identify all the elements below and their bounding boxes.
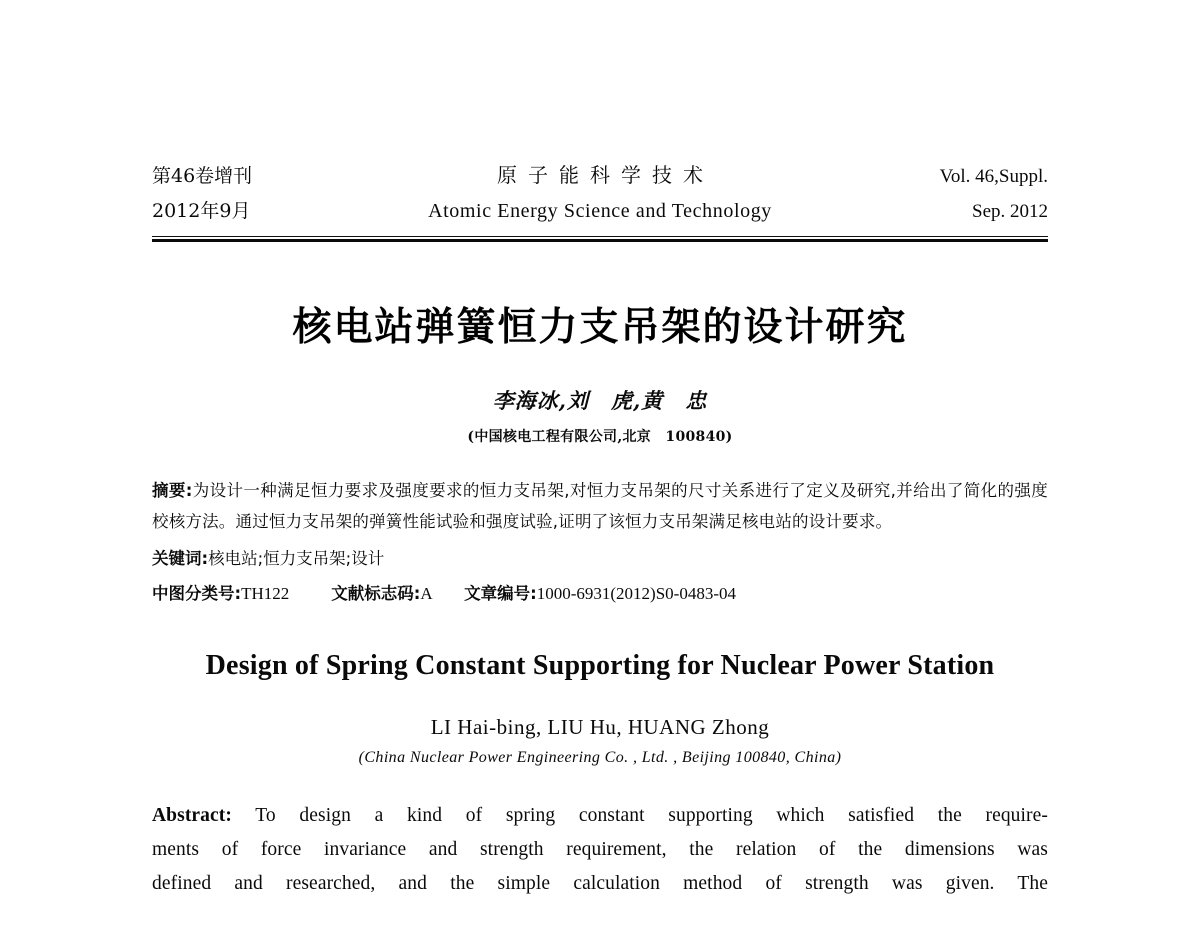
abstract-label-en: Abstract: <box>152 805 232 827</box>
issue-date-cn: 2012年9月 <box>152 200 251 222</box>
abstract-line-en <box>152 867 1048 901</box>
abstract-block-cn <box>152 475 1048 537</box>
abstract-line-en-text: defined and researched, and the simple calculation method of strength was given. The <box>152 873 1048 895</box>
abstract-label-cn: 摘要: <box>152 480 193 500</box>
running-head-row-bottom <box>152 194 1048 230</box>
article-number-label: 文章编号: <box>464 583 537 603</box>
affiliation-en: (China Nuclear Power Engineering Co. , Ltd. , Beijing 100840, China) <box>358 749 842 767</box>
journal-title-cn: 原子能科学技术 <box>497 163 714 187</box>
header-rule-thin <box>152 236 1048 237</box>
author-list-en: LI Hai-bing, LIU Hu, HUANG Zhong <box>430 715 770 740</box>
classification-line <box>152 578 1048 609</box>
article-number-value: 1000-6931(2012)S0-0483-04 <box>536 583 736 603</box>
page-content-column <box>152 0 1048 901</box>
volume-issue-cn: 第46卷增刊 <box>152 165 253 187</box>
clc-label: 中图分类号: <box>152 583 242 603</box>
abstract-paragraph-cn <box>152 475 1048 537</box>
article-title-en: Design of Spring Constant Supporting for Nuclear Power Station <box>205 649 995 681</box>
keywords-label-cn: 关键词: <box>152 548 209 568</box>
abstract-block-en <box>152 799 1048 901</box>
running-head <box>152 158 1048 230</box>
abstract-line-en <box>152 833 1048 867</box>
issue-date-en: Sep. 2012 <box>972 201 1048 222</box>
author-list-cn: 李海冰,刘 虎,黄 忠 <box>492 387 708 413</box>
abstract-line-en-text: ments of force invariance and strength requirement, the relation of the dimensions was <box>152 839 1048 861</box>
header-rule-thick <box>152 239 1048 242</box>
keywords-block-cn <box>152 543 1048 574</box>
clc-value: TH122 <box>241 583 290 603</box>
running-head-row-top <box>152 158 1048 194</box>
volume-issue-en: Vol. 46,Suppl. <box>939 166 1048 187</box>
affiliation-cn: (中国核电工程有限公司,北京 100840) <box>467 428 733 445</box>
document-code-value: A <box>420 583 433 603</box>
journal-title-en: Atomic Energy Science and Technology <box>428 200 772 222</box>
keywords-text-cn: 核电站;恒力支吊架;设计 <box>208 548 385 568</box>
abstract-text-cn: 为设计一种满足恒力要求及强度要求的恒力支吊架,对恒力支吊架的尺寸关系进行了定义及研究,并给出了简化的强度校核方法。通过恒力支吊架的弹簧性能试验和强度试验,证明了该恒力支吊架满足核电站的设计要求。 <box>152 480 1049 531</box>
abstract-line-en <box>152 799 1048 833</box>
article-title-cn: 核电站弹簧恒力支吊架的设计研究 <box>292 305 908 350</box>
document-code-label: 文献标志码: <box>331 583 421 603</box>
abstract-line-en-text: To design a kind of spring constant supporting which satisfied the require- <box>255 805 1048 827</box>
